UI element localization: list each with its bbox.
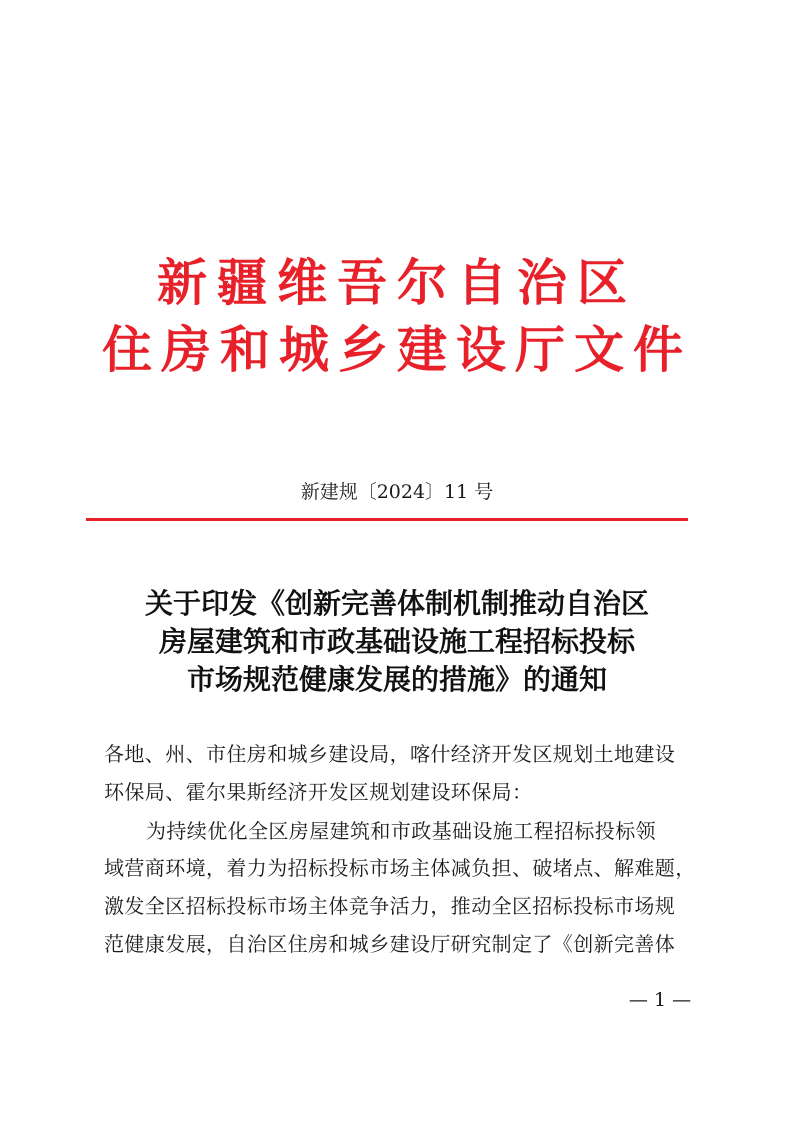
body-paragraph-line3: 激发全区招标投标市场主体竞争活力，推动全区招标投标市场规	[104, 894, 676, 918]
page-number: — 1 —	[628, 989, 692, 1011]
issuing-authority-line2: 住房和城乡建设厅文件	[102, 320, 692, 379]
addressee-line1: 各地、州、市住房和城乡建设局，喀什经济开发区规划土地建设	[104, 742, 676, 766]
document-title-line3: 市场规范健康发展的措施》的通知	[186, 663, 607, 696]
body-paragraph-line4: 范健康发展，自治区住房和城乡建设厅研究制定了《创新完善体	[104, 932, 676, 956]
body-paragraph-line1: 为持续优化全区房屋建筑和市政基础设施工程招标投标领	[146, 819, 656, 843]
issuing-authority-line1: 新疆维吾尔自治区	[157, 253, 637, 312]
body-paragraph-line2: 域营商环境，着力为招标投标市场主体减负担、破堵点、解难题，	[104, 856, 696, 880]
addressee-line2: 环保局、霍尔果斯经济开发区规划建设环保局：	[104, 780, 533, 804]
document-title-line2: 房屋建筑和市政基础设施工程招标投标	[158, 625, 635, 658]
document-title-line1: 关于印发《创新完善体制机制推动自治区	[144, 587, 649, 620]
document-number: 新建规〔2024〕11 号	[300, 481, 494, 503]
red-separator-line	[86, 518, 688, 521]
